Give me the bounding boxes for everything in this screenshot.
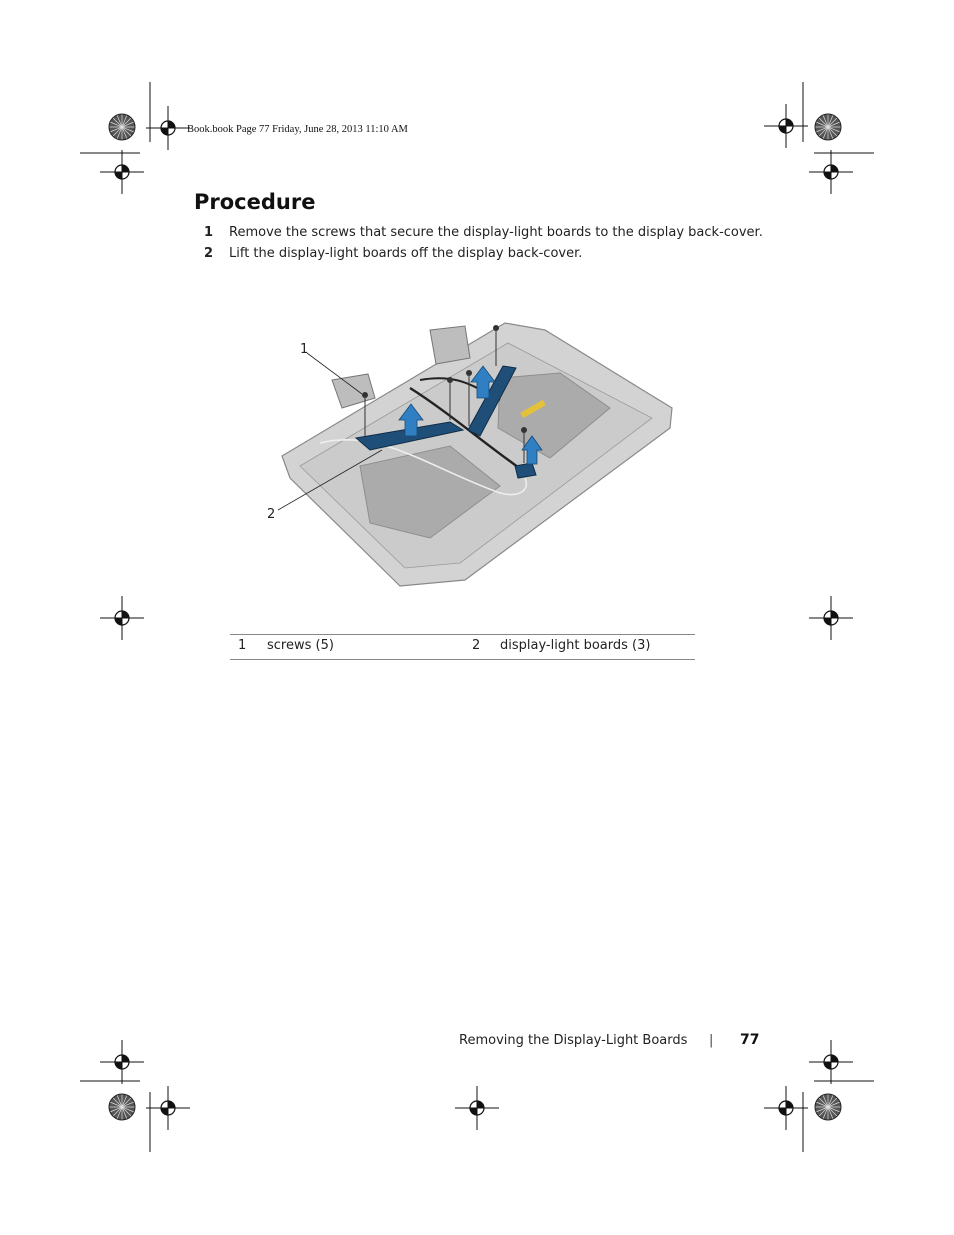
step-text: Lift the display-light boards off the display back-cover. — [229, 246, 583, 261]
legend-number: 2 — [472, 638, 481, 653]
figure-legend — [230, 634, 695, 660]
legend-label: screws (5) — [267, 638, 334, 653]
callout-2: 2 — [267, 507, 276, 522]
step-number: 2 — [204, 246, 214, 261]
legend-label: display-light boards (3) — [500, 638, 651, 653]
legend-number: 1 — [238, 638, 247, 653]
hinge — [430, 326, 470, 364]
section-title: Procedure — [194, 190, 316, 214]
page-number: 77 — [740, 1032, 760, 1048]
step-number: 1 — [204, 225, 214, 240]
display-light-board — [515, 463, 536, 478]
callout-1: 1 — [300, 342, 309, 357]
display-back-cover-illustration — [260, 318, 680, 593]
step-text: Remove the screws that secure the display-light boards to the display back-cover. — [229, 225, 763, 240]
hinge — [332, 374, 375, 408]
footer-separator: | — [709, 1033, 714, 1048]
color-target-icon — [109, 114, 841, 1120]
print-header: Book.book Page 77 Friday, June 28, 2013 11:10 AM — [187, 124, 408, 135]
footer-chapter: Removing the Display-Light Boards — [459, 1033, 688, 1048]
